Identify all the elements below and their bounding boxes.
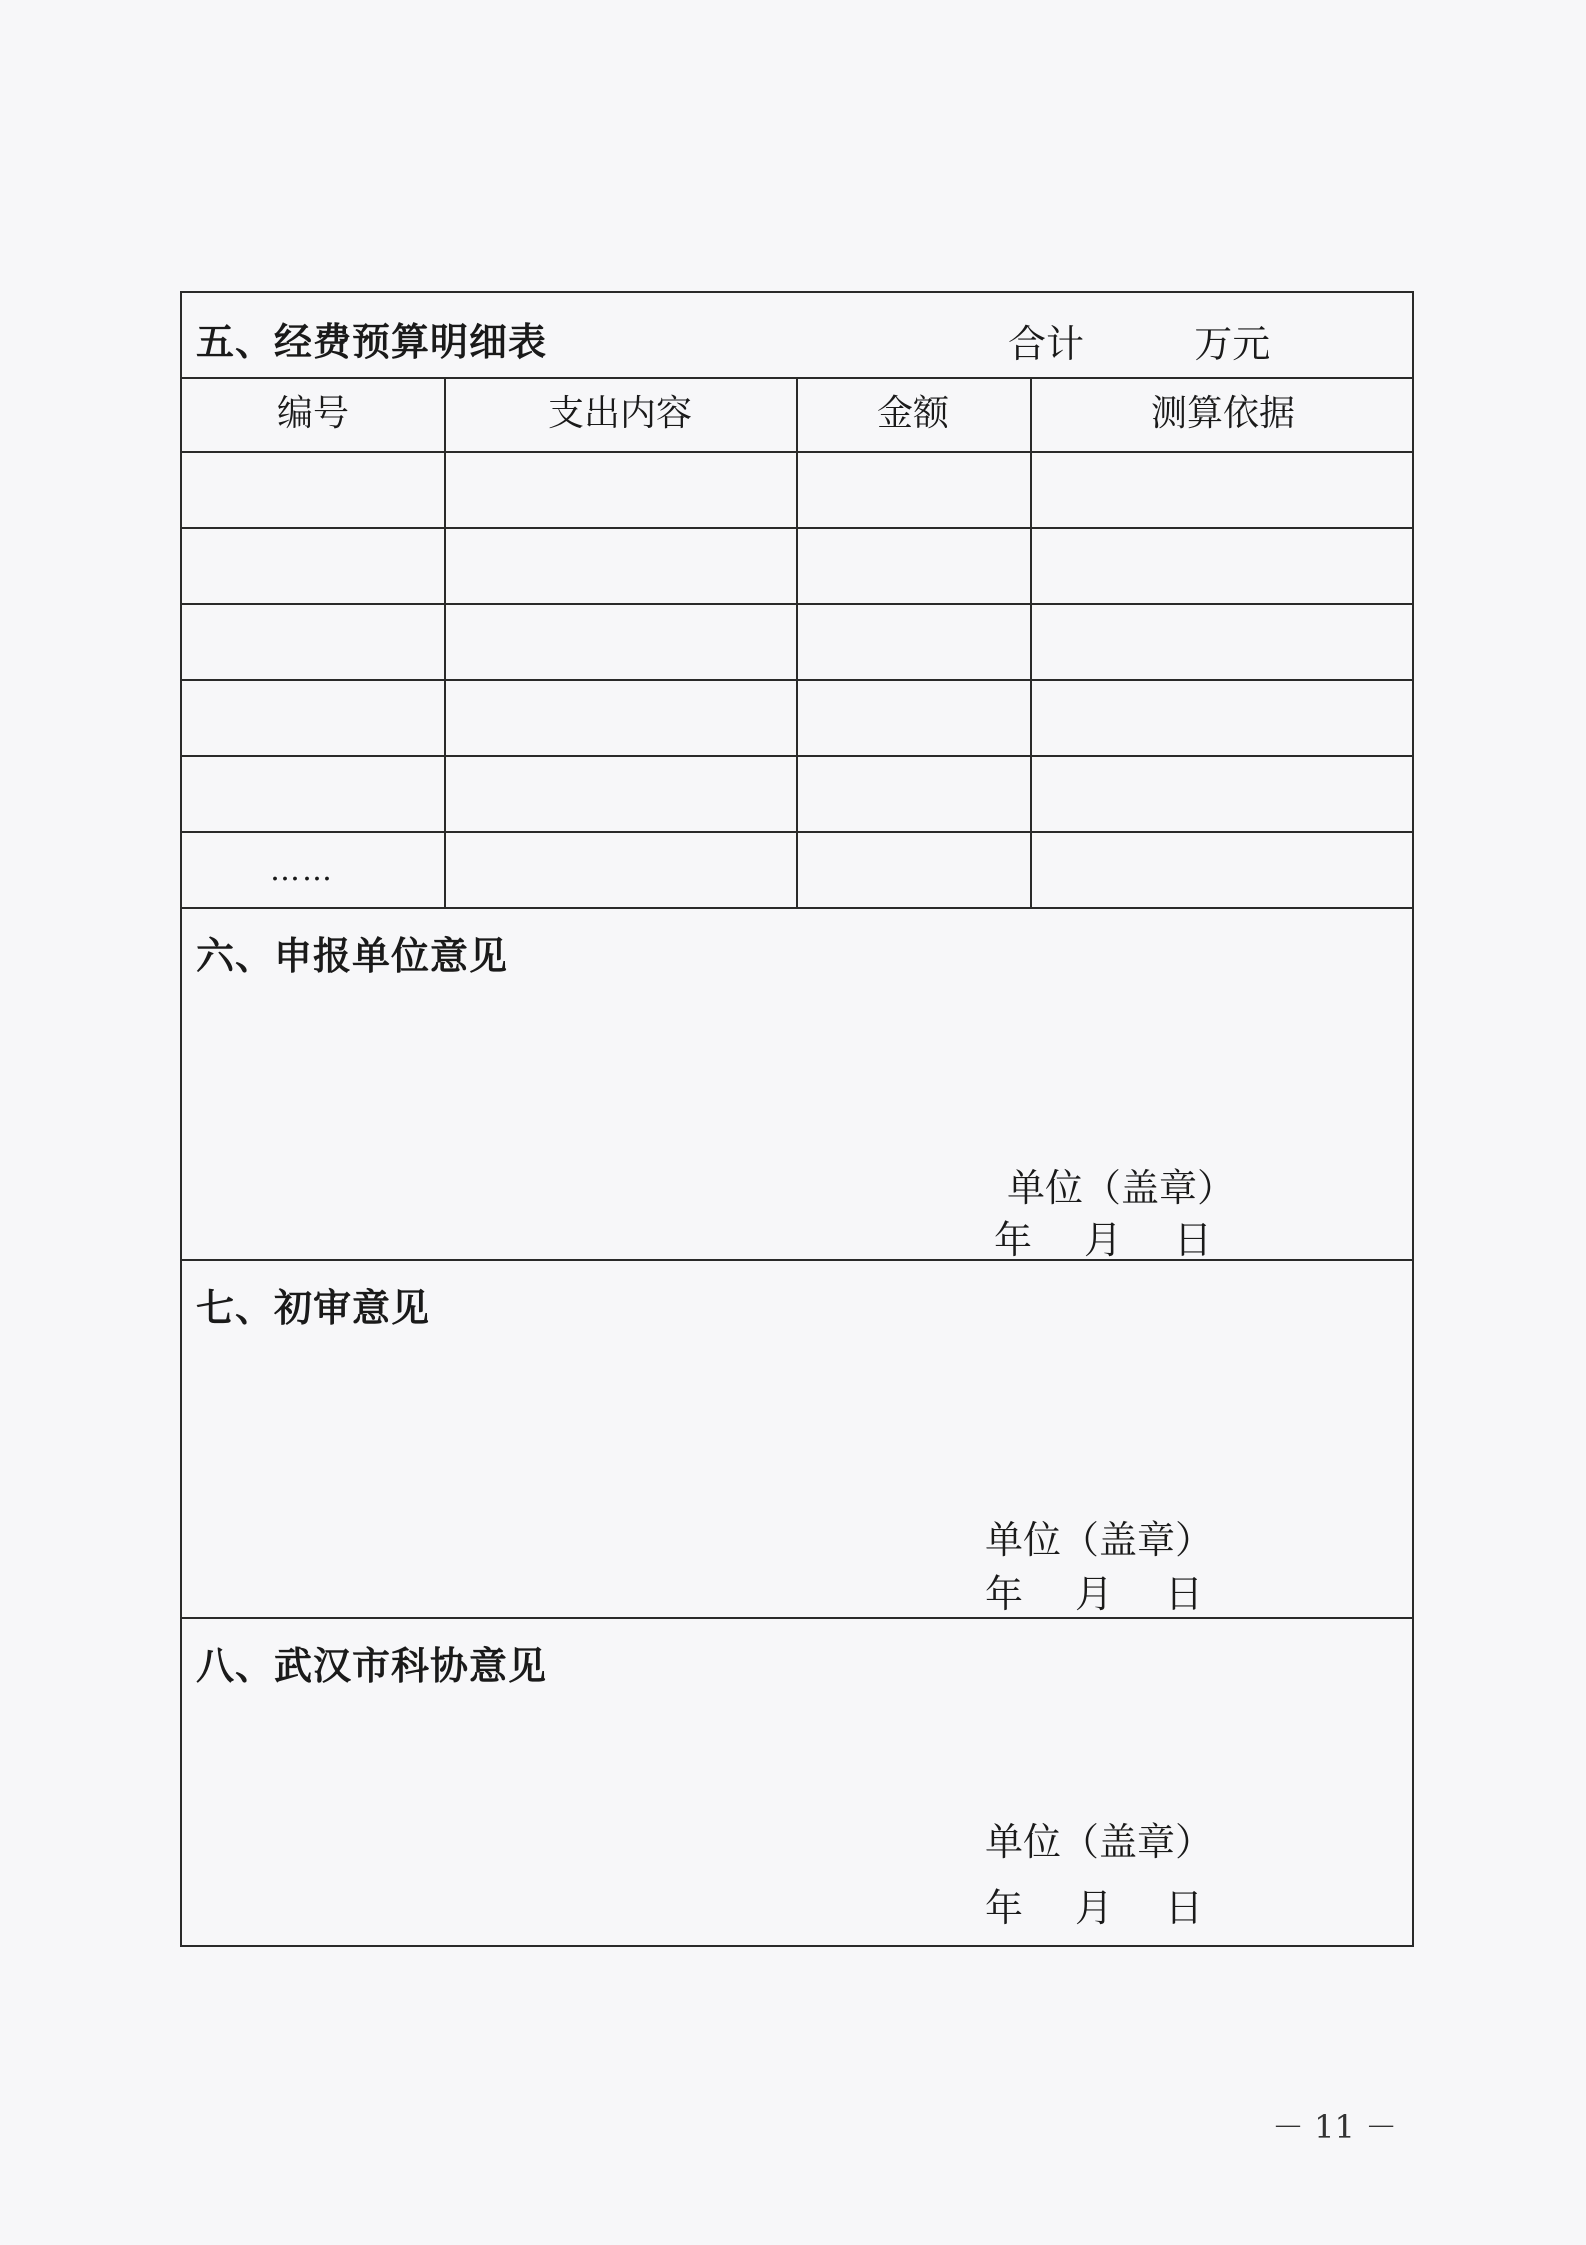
- col-header-content: 支出内容: [547, 393, 692, 434]
- seal-label: 单位（盖章）: [1007, 1166, 1236, 1210]
- section-title-applicant: 六、申报单位意见: [196, 934, 509, 978]
- section-divider: [182, 1259, 1412, 1261]
- form-table: [180, 291, 1414, 1947]
- date-day: 日: [1165, 1886, 1204, 1930]
- col-header-number: 编号: [276, 393, 349, 434]
- date-month: 月: [1075, 1572, 1114, 1616]
- seal-label: 单位（盖章）: [985, 1820, 1214, 1864]
- seal-label: 单位（盖章）: [985, 1518, 1214, 1562]
- date-year: 年: [985, 1572, 1024, 1616]
- date-year: 年: [994, 1218, 1033, 1262]
- col-header-basis: 测算依据: [1150, 393, 1295, 434]
- date-day: 日: [1165, 1572, 1204, 1616]
- budget-section-title: 五、经费预算明细表: [196, 320, 548, 364]
- section-title-wuhan-sat: 八、武汉市科协意见: [196, 1644, 548, 1688]
- section-title-preliminary: 七、初审意见: [196, 1286, 431, 1330]
- date-line: [985, 1877, 1203, 1932]
- date-day: 日: [1174, 1218, 1213, 1262]
- date-year: 年: [985, 1886, 1024, 1930]
- date-month: 月: [1075, 1886, 1114, 1930]
- date-month: 月: [1084, 1218, 1123, 1262]
- date-line: [994, 1209, 1212, 1264]
- budget-total: [1008, 313, 1270, 368]
- col-line: [1030, 377, 1032, 907]
- date-line: [985, 1563, 1203, 1618]
- total-unit: 万元: [1194, 322, 1271, 366]
- section-divider: [182, 1617, 1412, 1619]
- page-number: － 11 －: [1272, 2108, 1398, 2146]
- col-line: [444, 377, 446, 907]
- section-divider: [182, 907, 1412, 909]
- col-header-amount: 金额: [876, 393, 949, 434]
- col-line: [796, 377, 798, 907]
- continuation-ellipsis: ……: [270, 853, 334, 888]
- total-label: 合计: [1008, 322, 1085, 366]
